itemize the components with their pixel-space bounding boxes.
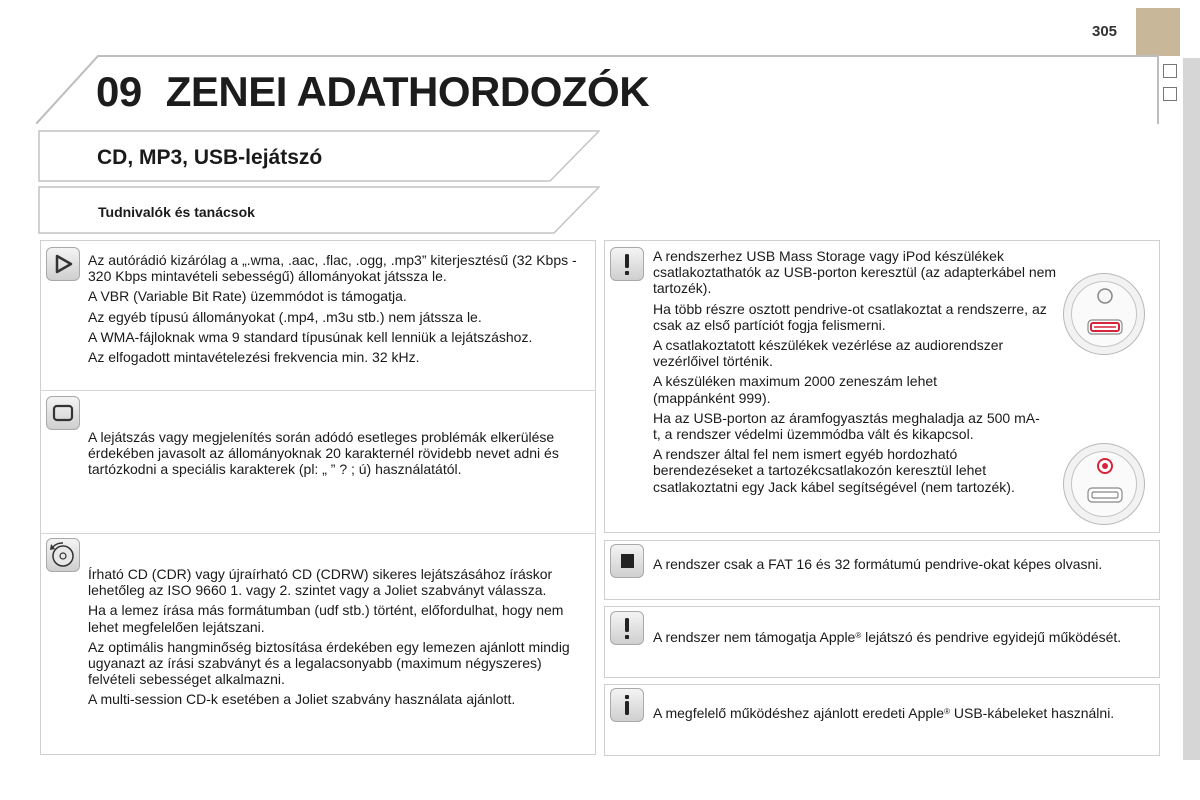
paragraph: A készüléken maximum 2000 zeneszám lehet (mappánként 999). bbox=[653, 373, 938, 406]
chapter-title bbox=[96, 68, 649, 116]
info-icon bbox=[610, 688, 644, 722]
paragraph: Az optimális hangminőség biztosítása érdekében egy lemezen ajánlott mindig ugyanazt az írási szabványt és a legalacsonyabb (maximum négyszeres) felvételi sebességet alkalmazni. bbox=[88, 638, 570, 688]
paragraph: A WMA-fájloknak wma 9 standard típusúnak kell lenniük a lejátszáshoz. bbox=[88, 328, 533, 345]
paragraph: Ha az USB-porton az áramfogyasztás meghaladja az 500 mA-t, a rendszer védelmi üzemmódba vált és kikapcsol. bbox=[653, 409, 1040, 443]
registered-mark: ® bbox=[944, 707, 950, 716]
left-text-2 bbox=[88, 429, 593, 482]
text: lejátszó és pendrive egyidejű működését. bbox=[861, 629, 1122, 645]
text: A megfelelő működéshez ajánlott eredeti Apple bbox=[653, 705, 945, 721]
chapter-tab bbox=[1136, 8, 1180, 56]
right-text-4 bbox=[653, 705, 1133, 721]
warning-icon bbox=[610, 611, 644, 645]
text: USB-kábeleket használni. bbox=[950, 705, 1115, 721]
chapter-number: 09 bbox=[96, 68, 142, 115]
section-title: CD, MP3, USB-lejátszó bbox=[97, 146, 323, 169]
play-icon bbox=[46, 247, 80, 281]
right-text-3 bbox=[653, 629, 1133, 645]
paragraph: A lejátszás vagy megjelenítés során adódó esetleges problémák elkerülése érdekében javasolt az állományoknak 20 karakternél rövidebb nevet adni és tartózkodni a speciális karakterek (pl: „ ” ? ; ú) használatától. bbox=[88, 429, 559, 478]
divider bbox=[40, 390, 596, 391]
paragraph: Ha a lemez írása más formátumban (udf stb.) történt, előfordulhat, hogy nem lehet megfelelően lejátszani. bbox=[88, 602, 564, 635]
right-text-1 bbox=[653, 248, 1073, 499]
stop-icon bbox=[610, 544, 644, 578]
warning-icon bbox=[610, 247, 644, 281]
page-number: 305 bbox=[1092, 23, 1118, 40]
left-text-1 bbox=[88, 252, 593, 369]
paragraph: Az elfogadott mintavételezési frekvencia min. 32 kHz. bbox=[88, 349, 420, 366]
right-text-2: A rendszer csak a FAT 16 és 32 formátumú pendrive-okat képes olvasni. bbox=[653, 556, 1103, 572]
screen-icon bbox=[46, 396, 80, 430]
paragraph: A csatlakoztatott készülékek vezérlése az audiorendszer vezérlőivel történik. bbox=[653, 337, 1004, 370]
nav-square bbox=[1163, 64, 1177, 78]
chapter-name: ZENEI ADATHORDOZÓK bbox=[165, 68, 650, 115]
paragraph: A VBR (Variable Bit Rate) üzemmódot is támogatja. bbox=[88, 288, 407, 305]
paragraph: Ha több részre osztott pendrive-ot csatlakoztat a rendszerre, az csak az első partíciót fogja felismerni. bbox=[653, 300, 1047, 333]
registered-mark: ® bbox=[855, 631, 862, 640]
paragraph: Az egyéb típusú állományokat (.mp4, .m3u stb.) nem játssza le. bbox=[88, 308, 482, 325]
paragraph: Az autórádió kizárólag a „.wma, .aac, .flac, .ogg, .mp3” kiterjesztésű (32 Kbps - 320 Kbps mintavételi sebességű) állományokat játssza le. bbox=[88, 252, 577, 285]
side-bar bbox=[1183, 58, 1200, 760]
cd-icon bbox=[46, 538, 80, 572]
paragraph: A multi-session CD-k esetében a Joliet szabvány használata ajánlott. bbox=[88, 691, 516, 708]
subsection-title: Tudnivalók és tanácsok bbox=[98, 204, 255, 220]
divider bbox=[40, 533, 596, 534]
left-text-3 bbox=[88, 566, 593, 712]
aux-port-illustration bbox=[1063, 443, 1145, 525]
paragraph: A rendszerhez USB Mass Storage vagy iPod készülékek csatlakoztathatók az USB-porton keresztül (az adapterkábel nem tartozék). bbox=[653, 248, 1057, 297]
paragraph: Írható CD (CDR) vagy újraírható CD (CDRW) sikeres lejátszásához íráskor lehetőleg az ISO 9660 1. vagy 2. szintet vagy a Joliet szabványt válassza. bbox=[88, 566, 553, 599]
text: A rendszer nem támogatja Apple bbox=[653, 629, 856, 645]
nav-square bbox=[1163, 87, 1177, 101]
usb-port-illustration bbox=[1063, 273, 1145, 355]
paragraph: A rendszer által fel nem ismert egyéb hordozható berendezéseket a tartozékcsatlakozón keresztül lehet csatlakoztatni egy Jack kábel segítségével (nem tartozék). bbox=[653, 446, 1015, 495]
